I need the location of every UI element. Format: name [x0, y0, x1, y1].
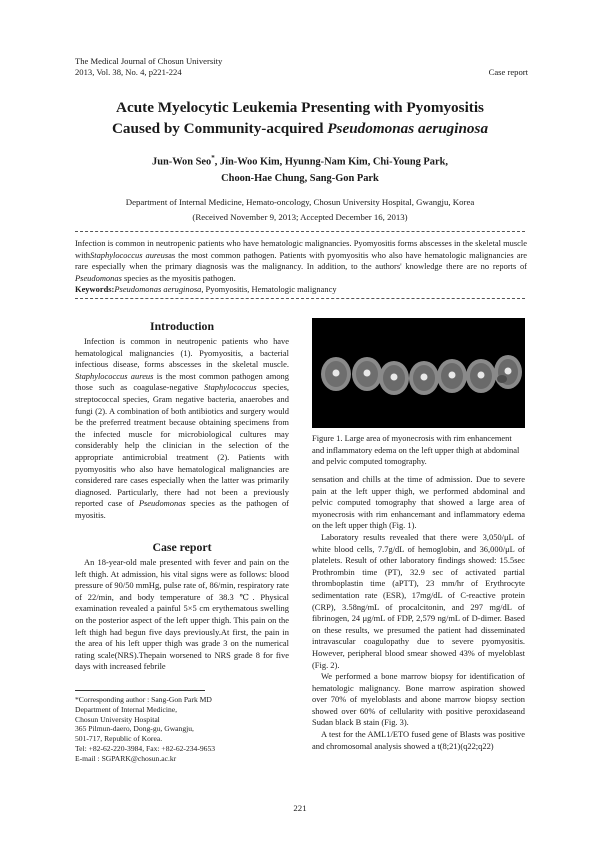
- author-list: [0, 150, 600, 187]
- title-line-2: [0, 118, 600, 139]
- affiliation-block: [0, 195, 600, 225]
- journal-citation: [75, 56, 222, 78]
- page-number: 221: [293, 803, 307, 813]
- intro-paragraph: [75, 336, 289, 522]
- abstract-bottom-rule: [75, 298, 525, 299]
- right-paragraph-2: Laboratory results revealed that there were 3,050/μL of white blood cells, 7.7g/dL of hemoglobin, and 36,000/μL of platelets. Result of other laboratory findings showed: 15.5sec Prothrombin time (PT), 32.9 sec of activated partial thromboplastin time (aPTT), 23 mm/hr of Erythrocyte sedimentation rate (ESR), 17mg/dL of C-reactive protein (CRP), 3.58ng/mL of procalcitonin, and 297 mg/dL of fibrinogen, 24 μg/mL of FDP, 2,579 ng/mL of D-dimer. Based on these results, we presumed the patient had disseminated intravascular coagulopathy due to severe pyomyositis. However, peripheral blood smear showed 43% of myeloblast (Fig. 2).: [312, 531, 525, 670]
- footnote-line-1: *Corresponding author : Sang-Gon Park MD: [75, 695, 212, 704]
- case-paragraph-1: An 18-year-old male presented with fever and pain on the left thigh. At admission, his vital signs were as follows: blood pressure of 90/50 mmHg, pulse rate of, 86/min, respiratory rate of 22/min, and body temperature of 38.3 ℃. Physical examination revealed a painful 5×5 cm erythematous swelling on the posterior aspect of the left upper thigh. This pain on the left thigh had begun five days previously.At first, the pain in the area of his left upper thigh was grade 3 on the numerical rating scale(NRS).Thepain worsened to NRS grade 8 for five days with increased febrile: [75, 557, 289, 672]
- abstract-part-1: Infection is common in neutropenic patients who have hematologic malignancies. Pyomyositis forms abscesses in the skeletal muscle with: [75, 238, 527, 260]
- footnote-line-4: 365 Pilmun-daero, Dong-gu, Gwangju,: [75, 724, 194, 734]
- authors-line-1: [0, 150, 600, 170]
- abstract-part-3: species as the myositis pathogen.: [121, 272, 236, 283]
- keywords-rest: , Pyomyositis, Hematologic malignancy: [201, 284, 337, 295]
- figure-1-caption: Figure 1. Large area of myonecrosis with rim enhancement and inflammatory edema on the left upper thigh at abdominal and pelvic computed tomography.: [312, 433, 520, 467]
- co-authors: , Jin-Woo Kim, Hyunng-Nam Kim, Chi-Young Park,: [214, 156, 448, 168]
- abstract-text: [75, 238, 527, 284]
- keywords-italic: Pseudomonas aeruginosa: [114, 284, 202, 295]
- corresponding-author-footnote: [75, 695, 295, 764]
- journal-name: The Medical Journal of Chosun University: [75, 56, 223, 66]
- ct-slice-4: [494, 355, 522, 389]
- right-column-body: [312, 474, 525, 752]
- journal-volume: 2013, Vol. 38, No. 4, p221-224: [75, 67, 182, 77]
- title-line-2-prefix: Caused by Community-acquired: [111, 120, 328, 137]
- intro-italic-1: Staphylococcus aureus: [75, 370, 154, 381]
- keywords: [75, 284, 527, 296]
- footnote-line-2: Department of Internal Medicine,: [75, 704, 178, 714]
- figure-1-ct-image: [312, 318, 525, 428]
- case-body: [75, 557, 289, 673]
- intro-text-3: species, streptococcal species, Gram negative bacteria, anaerobes and fungi (2). A combination of both antibiotics and surgery would be the preferred treatment because obtaining specimens from the infected muscle for microbiological cultures may considerably help the clinician in the selection of the appropriate antimicrobial treatment (2). Patients with pyomyositis who also have hematological malignancies are considered rare cases especially when the latter was primarily diagnosed. Particularly, there had not been a previously reported case of: [75, 382, 289, 509]
- intro-italic-3: Pseudomonas: [138, 498, 186, 509]
- authors-line-2: Choon-Hae Chung, Sang-Gon Park: [221, 173, 379, 185]
- received-dates: (Received November 9, 2013; Accepted December 16, 2013): [192, 212, 408, 222]
- footnote-email[interactable]: E-mail : SGPARK@chosun.ac.kr: [75, 753, 177, 763]
- keywords-label: Keywords:: [75, 284, 115, 295]
- right-paragraph-3: We performed a bone marrow biopsy for identification of hematologic malignancy. Bone marrow aspiration showed over 70% of myeloblasts and abone marrow biopsy section showed over 60% of cellularity with positive peroxidaseand Sudan black B stain (Fig. 3).: [312, 671, 525, 728]
- abstract-part-2: as the most common pathogen. Patients with pyomyositis who also have hematologic malignancies are rare especially when the primary diagnosis was the malignancy. In addition, to the authors' knowledge there are no reports of: [75, 249, 527, 272]
- title-line-1: Acute Myelocytic Leukemia Presenting with Pyomyositis: [116, 99, 484, 116]
- footnote-line-5: 501-717, Republic of Korea.: [75, 734, 163, 744]
- corresponding-mark: *: [211, 154, 215, 162]
- article-type: Case report: [488, 67, 528, 77]
- intro-body: [75, 336, 289, 522]
- footnote-line-6: Tel: +82-62-220-3984, Fax: +82-62-234-9653: [75, 743, 216, 753]
- abstract-italic-2: Pseudomonas: [75, 272, 122, 283]
- right-paragraph-1: sensation and chills at the time of admission. Due to severe pain at the left upper thigh, we performed abdominal and pelvic computed tomography that showed a large area of myonecrosis with rim enhancemant and inflammatory edema on the left upper thigh (Fig. 1).: [312, 474, 525, 531]
- first-author: Jun-Won Seo: [152, 156, 212, 168]
- right-paragraph-4: A test for the AML1/ETO fused gene of Blasts was positive and chromosomal analysis showed a t(8;21)(q22;q22): [312, 729, 525, 751]
- intro-italic-2: Staphylococcus: [204, 382, 257, 393]
- affiliation: Department of Internal Medicine, Hemato-oncology, Chosun University Hospital, Gwangju, Korea: [125, 197, 475, 207]
- title-organism: Pseudomonas aeruginosa: [327, 120, 489, 137]
- footnote-line-3: Chosun University Hospital: [75, 714, 160, 724]
- footnote-rule: [75, 690, 205, 691]
- abstract-top-rule: [75, 231, 525, 232]
- abstract: [75, 238, 527, 296]
- article-title: [0, 97, 600, 139]
- abstract-italic-1: Staphylococcus aureus: [90, 249, 169, 260]
- ct-scan-graphic: [312, 318, 525, 428]
- intro-text-2: is the most common pathogen among those such as coagulase-negative: [75, 370, 289, 393]
- case-heading: Case report: [152, 540, 212, 554]
- intro-text-4: species as the pathogen of myositis.: [75, 498, 289, 520]
- intro-heading: Introduction: [149, 319, 215, 333]
- intro-text-1: Infection is common in neutropenic patients who have hematological malignancies (1). Pyomyositis, a bacterial infectious disease, forms abscesses in the skeletal muscle.: [75, 336, 289, 370]
